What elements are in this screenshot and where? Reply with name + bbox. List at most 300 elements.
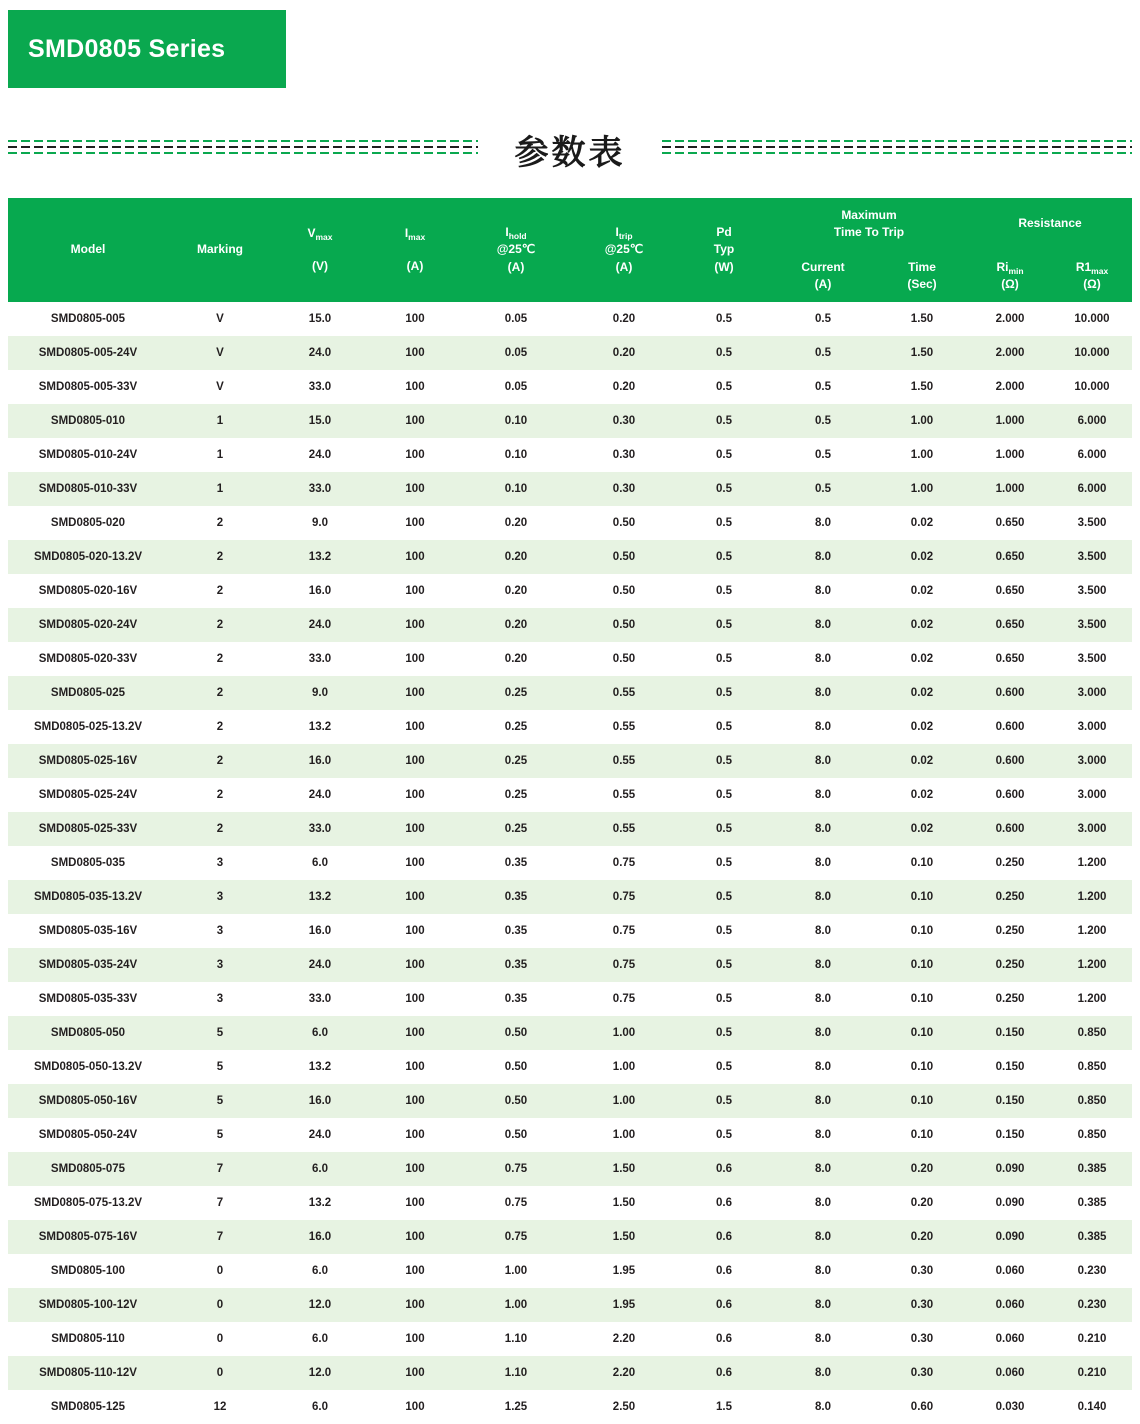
table-row: [8, 1288, 1132, 1322]
series-banner: [8, 10, 286, 88]
cell-time: 0.02: [876, 778, 968, 812]
header-ihold-condition: @25℃: [496, 242, 536, 257]
cell-marking: 7: [168, 1152, 272, 1186]
cell-pd: 0.6: [678, 1152, 770, 1186]
header-imax-unit: (A): [406, 259, 424, 273]
header-pd: [678, 198, 770, 302]
cell-ihold: 0.25: [462, 710, 570, 744]
cell-itrip: 0.30: [570, 472, 678, 506]
cell-model: SMD0805-010-33V: [8, 472, 168, 506]
cell-r1max: 3.000: [1052, 778, 1132, 812]
cell-current: 8.0: [770, 574, 876, 608]
cell-ihold: 0.50: [462, 1016, 570, 1050]
cell-r1max: 0.230: [1052, 1288, 1132, 1322]
cell-imax: 100: [368, 1152, 462, 1186]
cell-pd: 0.6: [678, 1356, 770, 1390]
table-head: [8, 198, 1132, 302]
cell-r1max: 3.500: [1052, 642, 1132, 676]
cell-model: SMD0805-025-24V: [8, 778, 168, 812]
cell-current: 8.0: [770, 778, 876, 812]
cell-model: SMD0805-035-33V: [8, 982, 168, 1016]
cell-current: 8.0: [770, 846, 876, 880]
cell-ihold: 0.25: [462, 778, 570, 812]
cell-imax: 100: [368, 608, 462, 642]
cell-pd: 0.6: [678, 1186, 770, 1220]
cell-rimin: 0.250: [968, 948, 1052, 982]
cell-current: 8.0: [770, 1118, 876, 1152]
cell-model: SMD0805-025-16V: [8, 744, 168, 778]
cell-r1max: 10.000: [1052, 370, 1132, 404]
header-ihold-label: $I_{hold}$: [505, 224, 527, 241]
cell-rimin: 0.090: [968, 1152, 1052, 1186]
table-row: [8, 1220, 1132, 1254]
cell-model: SMD0805-005: [8, 302, 168, 336]
cell-marking: 3: [168, 880, 272, 914]
cell-rimin: 2.000: [968, 336, 1052, 370]
cell-ihold: 0.10: [462, 438, 570, 472]
table-row: [8, 1186, 1132, 1220]
cell-itrip: 0.55: [570, 710, 678, 744]
cell-ihold: 0.05: [462, 302, 570, 336]
cell-current: 8.0: [770, 506, 876, 540]
header-group-max-time-to-trip: [770, 198, 968, 250]
cell-marking: 5: [168, 1050, 272, 1084]
cell-imax: 100: [368, 336, 462, 370]
table-row: [8, 438, 1132, 472]
table-row: [8, 982, 1132, 1016]
cell-imax: 100: [368, 982, 462, 1016]
cell-imax: 100: [368, 846, 462, 880]
cell-rimin: 0.030: [968, 1390, 1052, 1424]
cell-current: 8.0: [770, 608, 876, 642]
cell-marking: 5: [168, 1118, 272, 1152]
table-row: [8, 336, 1132, 370]
cell-time: 1.00: [876, 438, 968, 472]
cell-imax: 100: [368, 438, 462, 472]
header-ihold-unit: (A): [507, 259, 525, 274]
cell-current: 8.0: [770, 1288, 876, 1322]
cell-current: 0.5: [770, 302, 876, 336]
cell-current: 0.5: [770, 336, 876, 370]
cell-ihold: 0.20: [462, 540, 570, 574]
table-row: [8, 1254, 1132, 1288]
cell-rimin: 0.650: [968, 574, 1052, 608]
cell-current: 8.0: [770, 880, 876, 914]
cell-r1max: 0.230: [1052, 1254, 1132, 1288]
header-itrip-unit: (A): [615, 259, 633, 274]
table-row: [8, 1390, 1132, 1424]
cell-time: 0.30: [876, 1356, 968, 1390]
cell-pd: 0.5: [678, 506, 770, 540]
cell-itrip: 1.00: [570, 1084, 678, 1118]
cell-model: SMD0805-020: [8, 506, 168, 540]
cell-imax: 100: [368, 540, 462, 574]
cell-pd: 0.5: [678, 778, 770, 812]
cell-pd: 0.5: [678, 370, 770, 404]
header-time-unit: (Sec): [907, 277, 937, 291]
header-model-label: Model: [70, 242, 106, 257]
cell-r1max: 0.850: [1052, 1084, 1132, 1118]
header-group-line1: Maximum: [841, 207, 897, 222]
cell-model: SMD0805-035: [8, 846, 168, 880]
cell-time: 0.10: [876, 846, 968, 880]
cell-vmax: 15.0: [272, 404, 368, 438]
cell-marking: V: [168, 336, 272, 370]
cell-vmax: 13.2: [272, 710, 368, 744]
cell-imax: 100: [368, 1016, 462, 1050]
table-row: [8, 846, 1132, 880]
cell-imax: 100: [368, 1254, 462, 1288]
cell-model: SMD0805-075-13.2V: [8, 1186, 168, 1220]
cell-model: SMD0805-100: [8, 1254, 168, 1288]
cell-ihold: 0.05: [462, 336, 570, 370]
cell-itrip: 1.50: [570, 1186, 678, 1220]
cell-itrip: 0.75: [570, 846, 678, 880]
cell-ihold: 0.10: [462, 472, 570, 506]
cell-time: 0.02: [876, 676, 968, 710]
cell-pd: 0.6: [678, 1322, 770, 1356]
cell-ihold: 0.50: [462, 1050, 570, 1084]
cell-ihold: 0.25: [462, 744, 570, 778]
cell-marking: 7: [168, 1220, 272, 1254]
cell-pd: 0.5: [678, 948, 770, 982]
cell-vmax: 24.0: [272, 948, 368, 982]
cell-imax: 100: [368, 778, 462, 812]
table-row: [8, 608, 1132, 642]
cell-vmax: 12.0: [272, 1356, 368, 1390]
cell-marking: V: [168, 302, 272, 336]
cell-rimin: 1.000: [968, 404, 1052, 438]
cell-rimin: 0.650: [968, 540, 1052, 574]
cell-model: SMD0805-020-13.2V: [8, 540, 168, 574]
header-ihold: [462, 198, 570, 302]
cell-marking: 5: [168, 1084, 272, 1118]
cell-ihold: 0.35: [462, 880, 570, 914]
cell-r1max: 3.500: [1052, 506, 1132, 540]
cell-rimin: 0.250: [968, 846, 1052, 880]
cell-time: 0.02: [876, 744, 968, 778]
cell-pd: 0.6: [678, 1288, 770, 1322]
cell-itrip: 0.75: [570, 914, 678, 948]
cell-model: SMD0805-020-16V: [8, 574, 168, 608]
cell-ihold: 1.10: [462, 1322, 570, 1356]
cell-marking: V: [168, 370, 272, 404]
cell-time: 0.30: [876, 1322, 968, 1356]
cell-itrip: 0.50: [570, 574, 678, 608]
cell-model: SMD0805-110: [8, 1322, 168, 1356]
cell-itrip: 0.75: [570, 880, 678, 914]
rule-line-green-top: [662, 140, 1132, 142]
cell-vmax: 13.2: [272, 880, 368, 914]
cell-rimin: 0.600: [968, 710, 1052, 744]
cell-current: 8.0: [770, 676, 876, 710]
cell-current: 8.0: [770, 1322, 876, 1356]
cell-current: 8.0: [770, 948, 876, 982]
cell-ihold: 0.75: [462, 1152, 570, 1186]
cell-pd: 0.5: [678, 914, 770, 948]
cell-vmax: 6.0: [272, 846, 368, 880]
cell-rimin: 0.600: [968, 744, 1052, 778]
cell-r1max: 3.500: [1052, 574, 1132, 608]
table-row: [8, 914, 1132, 948]
cell-marking: 0: [168, 1356, 272, 1390]
cell-pd: 0.6: [678, 1220, 770, 1254]
cell-current: 8.0: [770, 1220, 876, 1254]
cell-r1max: 3.000: [1052, 744, 1132, 778]
header-pd-label: Pd: [716, 224, 732, 239]
section-title-row: [8, 118, 1132, 180]
table-row: [8, 642, 1132, 676]
cell-imax: 100: [368, 1288, 462, 1322]
cell-imax: 100: [368, 1322, 462, 1356]
cell-rimin: 0.650: [968, 608, 1052, 642]
cell-vmax: 9.0: [272, 676, 368, 710]
cell-imax: 100: [368, 880, 462, 914]
cell-marking: 2: [168, 676, 272, 710]
cell-ihold: 0.35: [462, 948, 570, 982]
cell-model: SMD0805-005-33V: [8, 370, 168, 404]
cell-model: SMD0805-125: [8, 1390, 168, 1424]
table-row: [8, 370, 1132, 404]
cell-marking: 7: [168, 1186, 272, 1220]
cell-pd: 0.5: [678, 472, 770, 506]
cell-pd: 0.5: [678, 642, 770, 676]
header-model: [8, 198, 168, 302]
cell-pd: 0.5: [678, 846, 770, 880]
cell-time: 1.50: [876, 370, 968, 404]
cell-r1max: 1.200: [1052, 914, 1132, 948]
header-itrip-condition: @25℃: [604, 242, 644, 257]
cell-current: 8.0: [770, 710, 876, 744]
cell-rimin: 0.060: [968, 1254, 1052, 1288]
cell-rimin: 0.650: [968, 506, 1052, 540]
cell-model: SMD0805-050-24V: [8, 1118, 168, 1152]
header-rimin: [968, 250, 1052, 302]
cell-imax: 100: [368, 1186, 462, 1220]
cell-ihold: 0.05: [462, 370, 570, 404]
cell-rimin: 2.000: [968, 302, 1052, 336]
cell-time: 0.02: [876, 540, 968, 574]
cell-time: 0.10: [876, 1050, 968, 1084]
cell-current: 8.0: [770, 982, 876, 1016]
cell-r1max: 10.000: [1052, 336, 1132, 370]
cell-imax: 100: [368, 472, 462, 506]
cell-current: 8.0: [770, 1254, 876, 1288]
cell-time: 0.20: [876, 1220, 968, 1254]
table-row: [8, 1118, 1132, 1152]
cell-time: 0.30: [876, 1288, 968, 1322]
cell-itrip: 0.55: [570, 778, 678, 812]
cell-vmax: 16.0: [272, 1220, 368, 1254]
cell-rimin: 0.060: [968, 1356, 1052, 1390]
cell-vmax: 16.0: [272, 914, 368, 948]
cell-current: 0.5: [770, 370, 876, 404]
cell-time: 0.60: [876, 1390, 968, 1424]
cell-r1max: 0.140: [1052, 1390, 1132, 1424]
cell-itrip: 0.20: [570, 336, 678, 370]
cell-r1max: 3.000: [1052, 710, 1132, 744]
cell-model: SMD0805-035-13.2V: [8, 880, 168, 914]
cell-rimin: 2.000: [968, 370, 1052, 404]
cell-vmax: 13.2: [272, 1050, 368, 1084]
cell-rimin: 0.150: [968, 1050, 1052, 1084]
cell-r1max: 1.200: [1052, 880, 1132, 914]
header-vmax: [272, 198, 368, 302]
table-row: [8, 472, 1132, 506]
cell-current: 8.0: [770, 812, 876, 846]
cell-time: 1.00: [876, 404, 968, 438]
rule-line-dark: [8, 146, 478, 148]
header-vmax-label: $V_{max}$: [307, 225, 333, 242]
header-current-label: Current: [801, 259, 845, 274]
cell-vmax: 24.0: [272, 438, 368, 472]
cell-current: 0.5: [770, 472, 876, 506]
page-title: 参数表: [489, 125, 652, 174]
header-imax: [368, 198, 462, 302]
cell-ihold: 0.75: [462, 1186, 570, 1220]
cell-marking: 1: [168, 472, 272, 506]
cell-model: SMD0805-100-12V: [8, 1288, 168, 1322]
cell-rimin: 1.000: [968, 438, 1052, 472]
cell-vmax: 33.0: [272, 642, 368, 676]
cell-marking: 2: [168, 710, 272, 744]
cell-vmax: 13.2: [272, 540, 368, 574]
cell-itrip: 0.75: [570, 982, 678, 1016]
table-row: [8, 948, 1132, 982]
header-group-resistance: [968, 198, 1132, 250]
cell-r1max: 3.000: [1052, 676, 1132, 710]
cell-model: SMD0805-025-13.2V: [8, 710, 168, 744]
cell-itrip: 1.00: [570, 1016, 678, 1050]
cell-imax: 100: [368, 506, 462, 540]
cell-itrip: 0.20: [570, 302, 678, 336]
cell-itrip: 2.50: [570, 1390, 678, 1424]
table-row: [8, 778, 1132, 812]
header-time-label: Time: [908, 259, 936, 274]
cell-marking: 2: [168, 812, 272, 846]
rule-line-green-bottom: [8, 152, 478, 154]
cell-pd: 0.5: [678, 438, 770, 472]
cell-vmax: 6.0: [272, 1152, 368, 1186]
header-vmax-unit: (V): [312, 259, 328, 273]
table-row: [8, 744, 1132, 778]
cell-r1max: 1.200: [1052, 982, 1132, 1016]
cell-pd: 0.5: [678, 812, 770, 846]
cell-imax: 100: [368, 948, 462, 982]
cell-marking: 3: [168, 982, 272, 1016]
cell-r1max: 6.000: [1052, 404, 1132, 438]
cell-ihold: 0.25: [462, 676, 570, 710]
cell-itrip: 2.20: [570, 1356, 678, 1390]
cell-pd: 1.5: [678, 1390, 770, 1424]
cell-pd: 0.5: [678, 982, 770, 1016]
header-rimin-unit: (Ω): [1001, 277, 1019, 291]
cell-marking: 0: [168, 1254, 272, 1288]
cell-pd: 0.5: [678, 1084, 770, 1118]
cell-r1max: 3.500: [1052, 540, 1132, 574]
cell-rimin: 0.250: [968, 880, 1052, 914]
cell-ihold: 0.20: [462, 574, 570, 608]
cell-imax: 100: [368, 710, 462, 744]
cell-rimin: 0.600: [968, 676, 1052, 710]
cell-rimin: 0.250: [968, 982, 1052, 1016]
cell-marking: 3: [168, 948, 272, 982]
cell-itrip: 0.50: [570, 506, 678, 540]
cell-r1max: 0.385: [1052, 1186, 1132, 1220]
cell-r1max: 0.850: [1052, 1050, 1132, 1084]
cell-pd: 0.5: [678, 404, 770, 438]
cell-r1max: 3.500: [1052, 608, 1132, 642]
cell-marking: 2: [168, 778, 272, 812]
cell-pd: 0.5: [678, 880, 770, 914]
cell-time: 0.02: [876, 506, 968, 540]
cell-time: 1.00: [876, 472, 968, 506]
cell-time: 0.02: [876, 710, 968, 744]
header-row-top: [8, 198, 1132, 250]
cell-imax: 100: [368, 1050, 462, 1084]
cell-time: 0.10: [876, 948, 968, 982]
cell-vmax: 16.0: [272, 1084, 368, 1118]
cell-vmax: 33.0: [272, 472, 368, 506]
cell-rimin: 0.600: [968, 812, 1052, 846]
cell-ihold: 0.50: [462, 1084, 570, 1118]
cell-pd: 0.5: [678, 744, 770, 778]
cell-current: 8.0: [770, 540, 876, 574]
cell-model: SMD0805-010-24V: [8, 438, 168, 472]
cell-time: 0.02: [876, 812, 968, 846]
table-row: [8, 812, 1132, 846]
cell-current: 8.0: [770, 914, 876, 948]
cell-imax: 100: [368, 370, 462, 404]
rule-line-green-bottom: [662, 152, 1132, 154]
header-marking-label: Marking: [196, 242, 243, 257]
cell-rimin: 0.150: [968, 1084, 1052, 1118]
table-row: [8, 1050, 1132, 1084]
table-row: [8, 302, 1132, 336]
cell-itrip: 0.50: [570, 642, 678, 676]
cell-itrip: 0.50: [570, 608, 678, 642]
cell-imax: 100: [368, 302, 462, 336]
header-rimin-label: $Ri_{min}$: [996, 259, 1024, 276]
cell-current: 8.0: [770, 642, 876, 676]
cell-ihold: 0.20: [462, 608, 570, 642]
cell-model: SMD0805-050-16V: [8, 1084, 168, 1118]
cell-marking: 3: [168, 914, 272, 948]
cell-rimin: 0.650: [968, 642, 1052, 676]
cell-vmax: 6.0: [272, 1322, 368, 1356]
cell-itrip: 0.30: [570, 438, 678, 472]
cell-current: 0.5: [770, 438, 876, 472]
cell-itrip: 0.75: [570, 948, 678, 982]
cell-pd: 0.5: [678, 1050, 770, 1084]
cell-vmax: 16.0: [272, 744, 368, 778]
table-row: [8, 540, 1132, 574]
cell-ihold: 0.75: [462, 1220, 570, 1254]
cell-imax: 100: [368, 1118, 462, 1152]
cell-r1max: 10.000: [1052, 302, 1132, 336]
cell-pd: 0.5: [678, 302, 770, 336]
cell-itrip: 0.20: [570, 370, 678, 404]
table-row: [8, 1016, 1132, 1050]
cell-marking: 2: [168, 506, 272, 540]
cell-vmax: 33.0: [272, 370, 368, 404]
cell-current: 8.0: [770, 1390, 876, 1424]
cell-vmax: 6.0: [272, 1016, 368, 1050]
cell-pd: 0.5: [678, 1016, 770, 1050]
cell-r1max: 0.210: [1052, 1356, 1132, 1390]
cell-marking: 5: [168, 1016, 272, 1050]
cell-vmax: 12.0: [272, 1288, 368, 1322]
